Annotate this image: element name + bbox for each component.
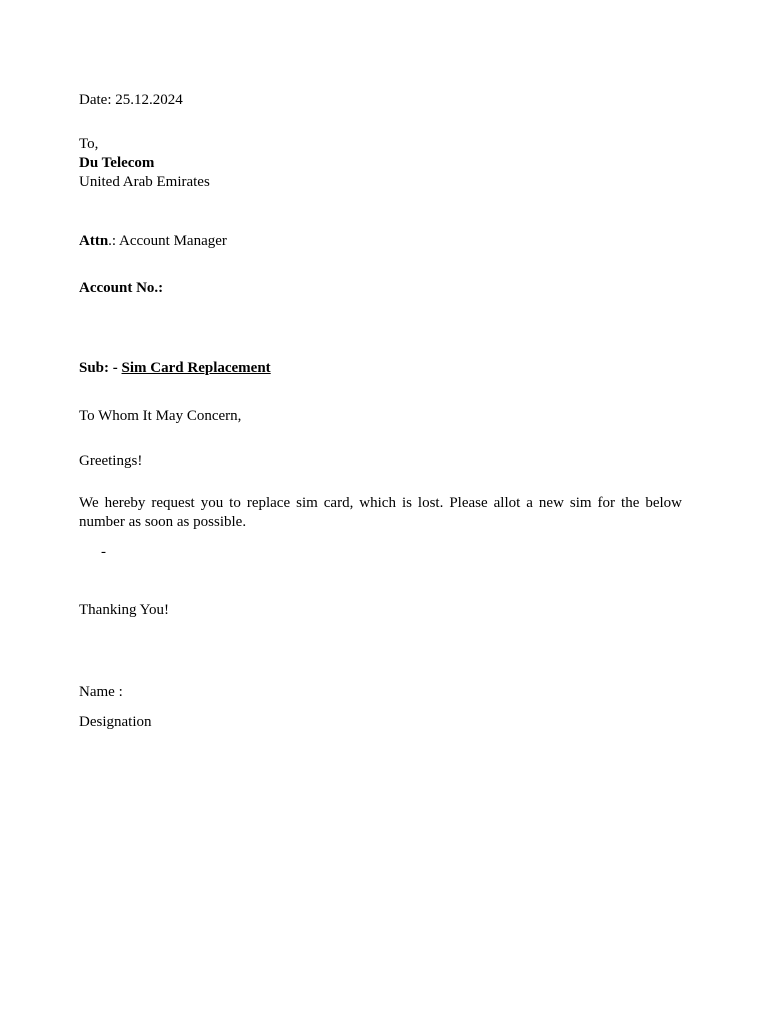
salutation: To Whom It May Concern, [79, 408, 242, 424]
body-line-1: We hereby request you to replace sim card, which is lost. Please allot a new sim for the below [79, 495, 682, 511]
attn-value: .: Account Manager [108, 233, 227, 249]
subject-text: Sim Card Replacement [121, 360, 271, 376]
account-number-label: Account No.: [79, 280, 164, 296]
subject-line [79, 359, 271, 378]
list-dash: - [101, 544, 106, 560]
greeting: Greetings! [79, 453, 143, 469]
name-label: Name : [79, 684, 123, 700]
recipient-country: United Arab Emirates [79, 174, 210, 190]
letter-date: Date: 25.12.2024 [79, 92, 183, 108]
designation-label: Designation [79, 714, 152, 730]
attn-line [79, 232, 227, 251]
subject-label: Sub: - [79, 360, 122, 376]
attn-label: Attn [79, 233, 109, 249]
closing: Thanking You! [79, 602, 170, 618]
recipient-name: Du Telecom [79, 155, 155, 171]
to-label: To, [79, 136, 99, 152]
body-line-2: number as soon as possible. [79, 514, 247, 530]
